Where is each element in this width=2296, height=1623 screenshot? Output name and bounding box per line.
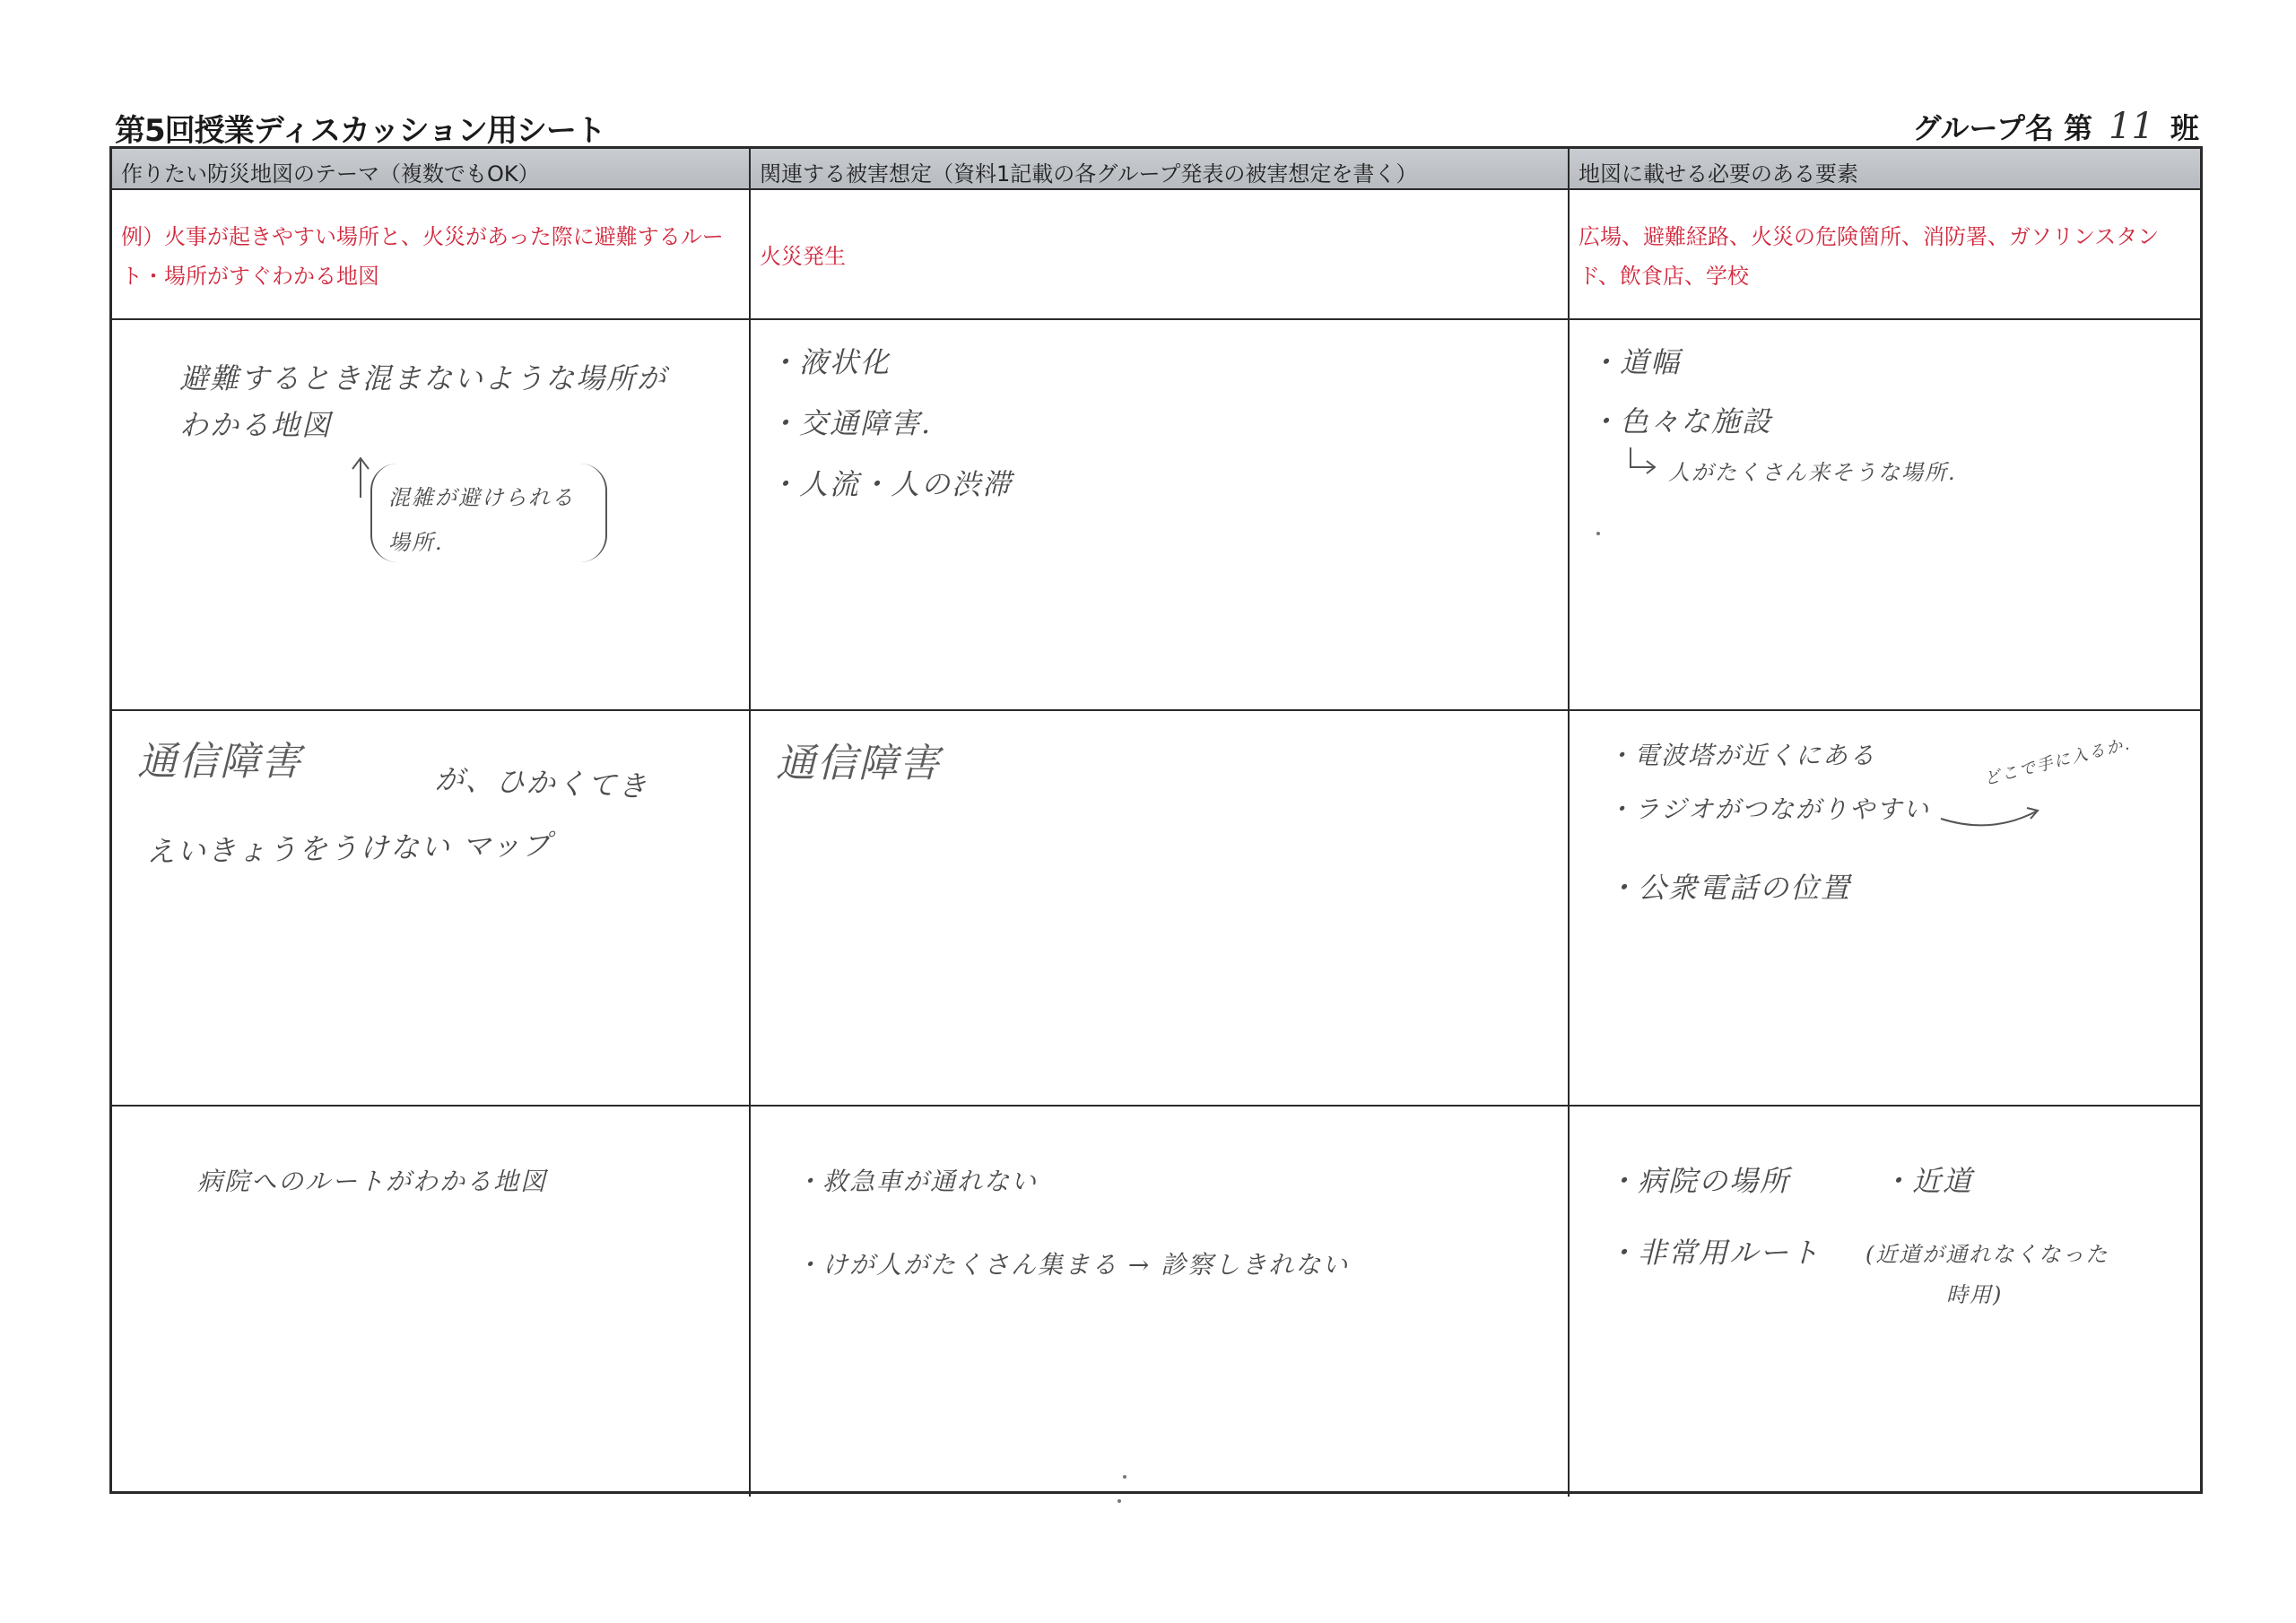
handwritten-note: 混雑が避けられる bbox=[388, 485, 575, 510]
handwritten-text: ・病院の場所 bbox=[1607, 1164, 1791, 1198]
table-row bbox=[112, 711, 2200, 1107]
row3-theme-cell bbox=[112, 1107, 751, 1497]
handwritten-note: どこで手に入るか. bbox=[1982, 733, 2134, 789]
group-name-label bbox=[1912, 106, 2199, 149]
handwritten-text: ・交通障害. bbox=[769, 406, 933, 440]
table-header-row bbox=[112, 149, 2200, 190]
handwritten-text: ・公衆電話の位置 bbox=[1607, 871, 1852, 905]
example-damage: 火災発生 bbox=[751, 190, 1570, 318]
handwritten-note: (近道が通れなくなった bbox=[1866, 1242, 2109, 1267]
handwritten-text: 通信障害 bbox=[137, 739, 302, 785]
handwritten-text: ・液状化 bbox=[769, 345, 891, 379]
row3-damage-cell bbox=[751, 1107, 1570, 1497]
pen-dot bbox=[1118, 1499, 1121, 1503]
handwritten-note: 時用) bbox=[1946, 1282, 2004, 1307]
handwritten-note: 人がたくさん来そうな場所. bbox=[1668, 460, 1957, 485]
group-number: 11 bbox=[2101, 106, 2161, 149]
row2-elements-cell bbox=[1570, 711, 2200, 1105]
group-label-suffix: 班 bbox=[2170, 111, 2199, 145]
row2-damage-cell bbox=[751, 711, 1570, 1105]
row2-theme-cell bbox=[112, 711, 751, 1105]
handwritten-text: が、ひかくてき bbox=[434, 761, 649, 804]
sheet-title: 第5回授業ディスカッション用シート bbox=[115, 113, 605, 149]
handwritten-text: ・けが人がたくさん集まる → 診察しきれない bbox=[796, 1250, 1350, 1280]
handwritten-text: ・救急車が通れない bbox=[796, 1167, 1039, 1196]
handwritten-text: 避難するとき混まないような場所が bbox=[179, 361, 668, 395]
header-damage: 関連する被害想定（資料1記載の各グループ発表の被害想定を書く） bbox=[751, 149, 1570, 188]
row1-elements-cell bbox=[1570, 320, 2200, 709]
arrow-right-icon bbox=[1625, 444, 1661, 480]
handwritten-text: 通信障害 bbox=[776, 741, 941, 786]
row3-elements-cell bbox=[1570, 1107, 2200, 1497]
header-elements: 地図に載せる必要のある要素 bbox=[1578, 161, 1858, 187]
handwritten-text: えいきょうをうけない マップ bbox=[145, 828, 553, 869]
handwritten-text: ・人流・人の渋滞 bbox=[769, 467, 1013, 501]
handwritten-text: ・近道 bbox=[1882, 1164, 1974, 1198]
pen-dot bbox=[1596, 532, 1600, 535]
row1-damage-cell bbox=[751, 320, 1570, 709]
curved-arrow-icon bbox=[1937, 801, 2045, 837]
handwritten-text: ・電波塔が近くにある bbox=[1607, 741, 1877, 770]
example-row bbox=[112, 190, 2200, 320]
handwritten-text: 病院へのルートがわかる地図 bbox=[197, 1167, 548, 1196]
row1-theme-cell bbox=[112, 320, 751, 709]
example-elements: 広場、避難経路、火災の危険箇所、消防署、ガソリンスタンド、飲食店、学校 bbox=[1578, 224, 2160, 289]
header-theme: 作りたい防災地図のテーマ（複数でもOK） bbox=[112, 149, 751, 188]
group-label-prefix: グループ名 第 bbox=[1912, 111, 2093, 145]
handwritten-text: わかる地図 bbox=[179, 408, 333, 442]
handwritten-note: 場所. bbox=[388, 530, 444, 555]
example-theme: 例）火事が起きやすい場所と、火災があった際に避難するルート・場所がすぐわかる地図 bbox=[112, 190, 751, 318]
handwritten-text: ・色々な施設 bbox=[1589, 404, 1773, 438]
table-row bbox=[112, 1107, 2200, 1497]
table-row bbox=[112, 320, 2200, 711]
handwritten-text: ・非常用ルート bbox=[1607, 1236, 1822, 1270]
discussion-table bbox=[109, 146, 2203, 1494]
pen-dot bbox=[1123, 1475, 1126, 1479]
handwritten-text: ・ラジオがつながりやすい bbox=[1607, 794, 1931, 824]
handwritten-text: ・道幅 bbox=[1589, 345, 1682, 379]
